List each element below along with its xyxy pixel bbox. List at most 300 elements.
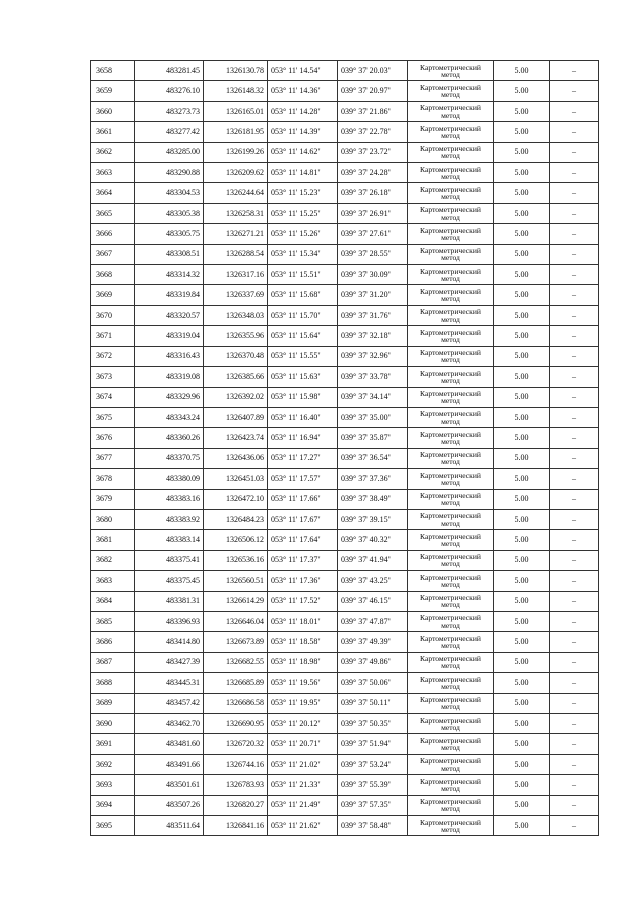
table-row: [91, 346, 599, 366]
method-line-1: Картометрический: [420, 144, 481, 154]
x-coordinate-cell: 483277.42: [135, 122, 204, 142]
method-line-1: Картометрический: [420, 62, 481, 72]
accuracy-cell: 5.00: [494, 550, 550, 570]
accuracy-cell: 5.00: [494, 163, 550, 183]
x-coordinate-cell: 483285.00: [135, 142, 204, 162]
method-line-2: метод: [441, 90, 460, 100]
method-line-1: Картометрический: [420, 184, 481, 194]
y-coordinate-cell: 1326506.12: [204, 530, 268, 550]
longitude-cell: 039° 37' 58.48": [338, 816, 408, 836]
x-coordinate-cell: 483507.26: [135, 795, 204, 815]
accuracy-cell: 5.00: [494, 224, 550, 244]
point-number-cell: 3690: [91, 714, 135, 734]
method-line-1: Картометрический: [420, 613, 481, 623]
point-number-cell: 3695: [91, 816, 135, 836]
accuracy-cell: 5.00: [494, 509, 550, 529]
latitude-cell: 053° 11' 20.12": [268, 714, 338, 734]
y-coordinate-cell: 1326317.16: [204, 265, 268, 285]
x-coordinate-cell: 483396.93: [135, 611, 204, 631]
accuracy-cell: 5.00: [494, 122, 550, 142]
method-line-1: Картометрический: [420, 409, 481, 419]
table-row: [91, 652, 599, 672]
method-cell: [408, 611, 494, 631]
x-coordinate-cell: 483383.92: [135, 509, 204, 529]
method-line-1: Картометрический: [420, 572, 481, 582]
method-line-2: метод: [441, 334, 460, 344]
point-number-cell: 3693: [91, 775, 135, 795]
method-cell: [408, 61, 494, 81]
description-cell: –: [550, 714, 599, 734]
method-cell: [408, 407, 494, 427]
method-line-2: метод: [441, 620, 460, 630]
longitude-cell: 039° 37' 28.55": [338, 244, 408, 264]
table-row: [91, 428, 599, 448]
point-number-cell: 3663: [91, 163, 135, 183]
accuracy-cell: 5.00: [494, 632, 550, 652]
table-row: [91, 265, 599, 285]
method-cell: [408, 754, 494, 774]
method-cell: [408, 122, 494, 142]
point-number-cell: 3666: [91, 224, 135, 244]
point-number-cell: 3669: [91, 285, 135, 305]
latitude-cell: 053° 11' 15.64": [268, 326, 338, 346]
table-row: [91, 163, 599, 183]
table-row: [91, 673, 599, 693]
point-number-cell: 3681: [91, 530, 135, 550]
y-coordinate-cell: 1326148.32: [204, 81, 268, 101]
description-cell: –: [550, 469, 599, 489]
y-coordinate-cell: 1326646.04: [204, 611, 268, 631]
x-coordinate-cell: 483380.09: [135, 469, 204, 489]
description-cell: –: [550, 346, 599, 366]
latitude-cell: 053° 11' 17.52": [268, 591, 338, 611]
method-cell: [408, 795, 494, 815]
description-cell: –: [550, 387, 599, 407]
latitude-cell: 053° 11' 14.81": [268, 163, 338, 183]
description-cell: –: [550, 224, 599, 244]
point-number-cell: 3679: [91, 489, 135, 509]
description-cell: –: [550, 652, 599, 672]
method-line-2: метод: [441, 804, 460, 814]
longitude-cell: 039° 37' 32.96": [338, 346, 408, 366]
point-number-cell: 3672: [91, 346, 135, 366]
accuracy-cell: 5.00: [494, 591, 550, 611]
method-cell: [408, 632, 494, 652]
y-coordinate-cell: 1326392.02: [204, 387, 268, 407]
method-line-1: Картометрический: [420, 286, 481, 296]
x-coordinate-cell: 483491.66: [135, 754, 204, 774]
description-cell: –: [550, 448, 599, 468]
method-line-2: метод: [441, 212, 460, 222]
method-line-1: Картометрический: [420, 797, 481, 807]
method-cell: [408, 163, 494, 183]
method-cell: [408, 428, 494, 448]
table-row: [91, 591, 599, 611]
table-row: [91, 101, 599, 121]
point-number-cell: 3660: [91, 101, 135, 121]
description-cell: –: [550, 673, 599, 693]
method-line-1: Картометрический: [420, 593, 481, 603]
x-coordinate-cell: 483360.26: [135, 428, 204, 448]
method-line-2: метод: [441, 681, 460, 691]
y-coordinate-cell: 1326181.95: [204, 122, 268, 142]
longitude-cell: 039° 37' 20.97": [338, 81, 408, 101]
longitude-cell: 039° 37' 43.25": [338, 571, 408, 591]
point-number-cell: 3674: [91, 387, 135, 407]
y-coordinate-cell: 1326720.32: [204, 734, 268, 754]
method-line-2: метод: [441, 151, 460, 161]
method-line-2: метод: [441, 253, 460, 263]
x-coordinate-cell: 483319.84: [135, 285, 204, 305]
accuracy-cell: 5.00: [494, 81, 550, 101]
x-coordinate-cell: 483457.42: [135, 693, 204, 713]
point-number-cell: 3692: [91, 754, 135, 774]
description-cell: –: [550, 244, 599, 264]
longitude-cell: 039° 37' 31.76": [338, 305, 408, 325]
longitude-cell: 039° 37' 53.24": [338, 754, 408, 774]
point-number-cell: 3670: [91, 305, 135, 325]
accuracy-cell: 5.00: [494, 795, 550, 815]
description-cell: –: [550, 81, 599, 101]
longitude-cell: 039° 37' 50.11": [338, 693, 408, 713]
method-line-1: Картометрический: [420, 307, 481, 317]
accuracy-cell: 5.00: [494, 346, 550, 366]
description-cell: –: [550, 122, 599, 142]
method-cell: [408, 265, 494, 285]
y-coordinate-cell: 1326744.16: [204, 754, 268, 774]
y-coordinate-cell: 1326385.66: [204, 367, 268, 387]
latitude-cell: 053° 11' 18.58": [268, 632, 338, 652]
accuracy-cell: 5.00: [494, 367, 550, 387]
accuracy-cell: 5.00: [494, 244, 550, 264]
table-row: [91, 61, 599, 81]
y-coordinate-cell: 1326436.06: [204, 448, 268, 468]
longitude-cell: 039° 37' 23.72": [338, 142, 408, 162]
y-coordinate-cell: 1326536.16: [204, 550, 268, 570]
longitude-cell: 039° 37' 34.14": [338, 387, 408, 407]
longitude-cell: 039° 37' 35.00": [338, 407, 408, 427]
method-cell: [408, 326, 494, 346]
point-number-cell: 3680: [91, 509, 135, 529]
longitude-cell: 039° 37' 49.39": [338, 632, 408, 652]
accuracy-cell: 5.00: [494, 775, 550, 795]
table-row: [91, 714, 599, 734]
y-coordinate-cell: 1326370.48: [204, 346, 268, 366]
table-row: [91, 183, 599, 203]
method-line-2: метод: [441, 396, 460, 406]
point-number-cell: 3671: [91, 326, 135, 346]
longitude-cell: 039° 37' 51.94": [338, 734, 408, 754]
method-cell: [408, 673, 494, 693]
latitude-cell: 053° 11' 17.36": [268, 571, 338, 591]
longitude-cell: 039° 37' 33.78": [338, 367, 408, 387]
method-line-1: Картометрический: [420, 735, 481, 745]
longitude-cell: 039° 37' 31.20": [338, 285, 408, 305]
y-coordinate-cell: 1326451.03: [204, 469, 268, 489]
x-coordinate-cell: 483314.32: [135, 265, 204, 285]
y-coordinate-cell: 1326337.69: [204, 285, 268, 305]
longitude-cell: 039° 37' 32.18": [338, 326, 408, 346]
description-cell: –: [550, 795, 599, 815]
latitude-cell: 053° 11' 19.95": [268, 693, 338, 713]
accuracy-cell: 5.00: [494, 407, 550, 427]
method-line-1: Картометрический: [420, 674, 481, 684]
latitude-cell: 053° 11' 18.01": [268, 611, 338, 631]
table-row: [91, 734, 599, 754]
latitude-cell: 053° 11' 15.26": [268, 224, 338, 244]
y-coordinate-cell: 1326288.54: [204, 244, 268, 264]
method-line-2: метод: [441, 416, 460, 426]
table-row: [91, 203, 599, 223]
method-cell: [408, 693, 494, 713]
y-coordinate-cell: 1326472.10: [204, 489, 268, 509]
method-cell: [408, 550, 494, 570]
table-row: [91, 407, 599, 427]
description-cell: –: [550, 305, 599, 325]
method-cell: [408, 816, 494, 836]
method-line-1: Картометрический: [420, 103, 481, 113]
point-number-cell: 3689: [91, 693, 135, 713]
method-line-1: Картометрический: [420, 633, 481, 643]
table-row: [91, 224, 599, 244]
table-row: [91, 693, 599, 713]
latitude-cell: 053° 11' 17.64": [268, 530, 338, 550]
x-coordinate-cell: 483304.53: [135, 183, 204, 203]
x-coordinate-cell: 483375.41: [135, 550, 204, 570]
longitude-cell: 039° 37' 55.39": [338, 775, 408, 795]
description-cell: –: [550, 326, 599, 346]
latitude-cell: 053° 11' 15.55": [268, 346, 338, 366]
method-cell: [408, 591, 494, 611]
longitude-cell: 039° 37' 57.35": [338, 795, 408, 815]
latitude-cell: 053° 11' 15.98": [268, 387, 338, 407]
method-cell: [408, 714, 494, 734]
method-line-2: метод: [441, 355, 460, 365]
accuracy-cell: 5.00: [494, 714, 550, 734]
method-line-1: Картометрический: [420, 123, 481, 133]
longitude-cell: 039° 37' 35.87": [338, 428, 408, 448]
accuracy-cell: 5.00: [494, 611, 550, 631]
method-cell: [408, 203, 494, 223]
x-coordinate-cell: 483511.64: [135, 816, 204, 836]
y-coordinate-cell: 1326484.23: [204, 509, 268, 529]
point-number-cell: 3688: [91, 673, 135, 693]
table-row: [91, 571, 599, 591]
longitude-cell: 039° 37' 49.86": [338, 652, 408, 672]
accuracy-cell: 5.00: [494, 489, 550, 509]
method-line-2: метод: [441, 477, 460, 487]
method-line-1: Картометрический: [420, 368, 481, 378]
method-line-2: метод: [441, 130, 460, 140]
y-coordinate-cell: 1326423.74: [204, 428, 268, 448]
longitude-cell: 039° 37' 26.91": [338, 203, 408, 223]
y-coordinate-cell: 1326673.89: [204, 632, 268, 652]
description-cell: –: [550, 632, 599, 652]
longitude-cell: 039° 37' 47.87": [338, 611, 408, 631]
y-coordinate-cell: 1326820.27: [204, 795, 268, 815]
latitude-cell: 053° 11' 21.62": [268, 816, 338, 836]
description-cell: –: [550, 591, 599, 611]
latitude-cell: 053° 11' 15.70": [268, 305, 338, 325]
accuracy-cell: 5.00: [494, 387, 550, 407]
method-line-1: Картометрический: [420, 389, 481, 398]
method-line-2: метод: [441, 375, 460, 385]
point-number-cell: 3684: [91, 591, 135, 611]
table-row: [91, 509, 599, 529]
accuracy-cell: 5.00: [494, 754, 550, 774]
longitude-cell: 039° 37' 39.15": [338, 509, 408, 529]
method-line-2: метод: [441, 702, 460, 712]
description-cell: –: [550, 611, 599, 631]
x-coordinate-cell: 483462.70: [135, 714, 204, 734]
accuracy-cell: 5.00: [494, 734, 550, 754]
table-row: [91, 530, 599, 550]
method-line-1: Картометрический: [420, 715, 481, 725]
longitude-cell: 039° 37' 37.36": [338, 469, 408, 489]
latitude-cell: 053° 11' 20.71": [268, 734, 338, 754]
description-cell: –: [550, 489, 599, 509]
method-line-2: метод: [441, 518, 460, 528]
y-coordinate-cell: 1326686.58: [204, 693, 268, 713]
method-line-1: Картометрический: [420, 225, 481, 235]
x-coordinate-cell: 483445.31: [135, 673, 204, 693]
method-line-2: метод: [441, 783, 460, 793]
method-cell: [408, 224, 494, 244]
point-number-cell: 3668: [91, 265, 135, 285]
point-number-cell: 3676: [91, 428, 135, 448]
y-coordinate-cell: 1326690.95: [204, 714, 268, 734]
table-row: [91, 489, 599, 509]
method-line-1: Картометрический: [420, 654, 481, 664]
longitude-cell: 039° 37' 22.78": [338, 122, 408, 142]
method-line-1: Картометрический: [420, 470, 481, 480]
y-coordinate-cell: 1326244.64: [204, 183, 268, 203]
accuracy-cell: 5.00: [494, 448, 550, 468]
method-line-1: Картометрический: [420, 450, 481, 460]
table-row: [91, 795, 599, 815]
point-number-cell: 3691: [91, 734, 135, 754]
description-cell: –: [550, 754, 599, 774]
latitude-cell: 053° 11' 15.34": [268, 244, 338, 264]
latitude-cell: 053° 11' 15.68": [268, 285, 338, 305]
latitude-cell: 053° 11' 21.02": [268, 754, 338, 774]
y-coordinate-cell: 1326682.55: [204, 652, 268, 672]
latitude-cell: 053° 11' 21.49": [268, 795, 338, 815]
y-coordinate-cell: 1326209.62: [204, 163, 268, 183]
method-line-1: Картометрический: [420, 327, 481, 337]
method-line-1: Картометрический: [420, 776, 481, 786]
table-row: [91, 632, 599, 652]
longitude-cell: 039° 37' 40.32": [338, 530, 408, 550]
point-number-cell: 3682: [91, 550, 135, 570]
method-line-1: Картометрический: [420, 817, 481, 827]
point-number-cell: 3678: [91, 469, 135, 489]
table-row: [91, 754, 599, 774]
y-coordinate-cell: 1326258.31: [204, 203, 268, 223]
table-row: [91, 285, 599, 305]
method-cell: [408, 367, 494, 387]
point-number-cell: 3686: [91, 632, 135, 652]
table-row: [91, 367, 599, 387]
method-line-2: метод: [441, 457, 460, 467]
latitude-cell: 053° 11' 14.62": [268, 142, 338, 162]
y-coordinate-cell: 1326560.51: [204, 571, 268, 591]
x-coordinate-cell: 483320.57: [135, 305, 204, 325]
point-number-cell: 3677: [91, 448, 135, 468]
x-coordinate-cell: 483370.75: [135, 448, 204, 468]
longitude-cell: 039° 37' 50.06": [338, 673, 408, 693]
description-cell: –: [550, 265, 599, 285]
method-cell: [408, 734, 494, 754]
table-row: [91, 244, 599, 264]
y-coordinate-cell: 1326199.26: [204, 142, 268, 162]
x-coordinate-cell: 483316.43: [135, 346, 204, 366]
longitude-cell: 039° 37' 24.28": [338, 163, 408, 183]
description-cell: –: [550, 101, 599, 121]
description-cell: –: [550, 428, 599, 448]
longitude-cell: 039° 37' 26.18": [338, 183, 408, 203]
table-row: [91, 448, 599, 468]
longitude-cell: 039° 37' 50.35": [338, 714, 408, 734]
method-line-2: метод: [441, 559, 460, 569]
description-cell: –: [550, 734, 599, 754]
point-number-cell: 3685: [91, 611, 135, 631]
description-cell: –: [550, 693, 599, 713]
latitude-cell: 053° 11' 19.56": [268, 673, 338, 693]
y-coordinate-cell: 1326407.89: [204, 407, 268, 427]
point-number-cell: 3665: [91, 203, 135, 223]
point-number-cell: 3694: [91, 795, 135, 815]
method-cell: [408, 101, 494, 121]
method-line-1: Картометрический: [420, 246, 481, 256]
description-cell: –: [550, 367, 599, 387]
method-cell: [408, 509, 494, 529]
accuracy-cell: 5.00: [494, 61, 550, 81]
method-line-1: Картометрический: [420, 491, 481, 501]
description-cell: –: [550, 509, 599, 529]
description-cell: –: [550, 550, 599, 570]
latitude-cell: 053° 11' 15.63": [268, 367, 338, 387]
method-line-2: метод: [441, 763, 460, 773]
method-cell: [408, 489, 494, 509]
method-cell: [408, 448, 494, 468]
y-coordinate-cell: 1326355.96: [204, 326, 268, 346]
method-line-2: метод: [441, 661, 460, 671]
method-line-1: Картометрический: [420, 82, 481, 92]
accuracy-cell: 5.00: [494, 285, 550, 305]
method-line-1: Картометрический: [420, 348, 481, 358]
method-cell: [408, 652, 494, 672]
method-line-1: Картометрический: [420, 756, 481, 766]
x-coordinate-cell: 483375.45: [135, 571, 204, 591]
method-line-1: Картометрический: [420, 511, 481, 521]
description-cell: –: [550, 530, 599, 550]
table-body: [91, 61, 599, 836]
latitude-cell: 053° 11' 17.67": [268, 509, 338, 529]
method-line-2: метод: [441, 600, 460, 610]
latitude-cell: 053° 11' 21.33": [268, 775, 338, 795]
longitude-cell: 039° 37' 20.03": [338, 61, 408, 81]
y-coordinate-cell: 1326841.16: [204, 816, 268, 836]
x-coordinate-cell: 483414.80: [135, 632, 204, 652]
x-coordinate-cell: 483427.39: [135, 652, 204, 672]
x-coordinate-cell: 483273.73: [135, 101, 204, 121]
method-line-2: метод: [441, 192, 460, 202]
latitude-cell: 053° 11' 16.40": [268, 407, 338, 427]
point-number-cell: 3687: [91, 652, 135, 672]
point-number-cell: 3662: [91, 142, 135, 162]
method-cell: [408, 142, 494, 162]
